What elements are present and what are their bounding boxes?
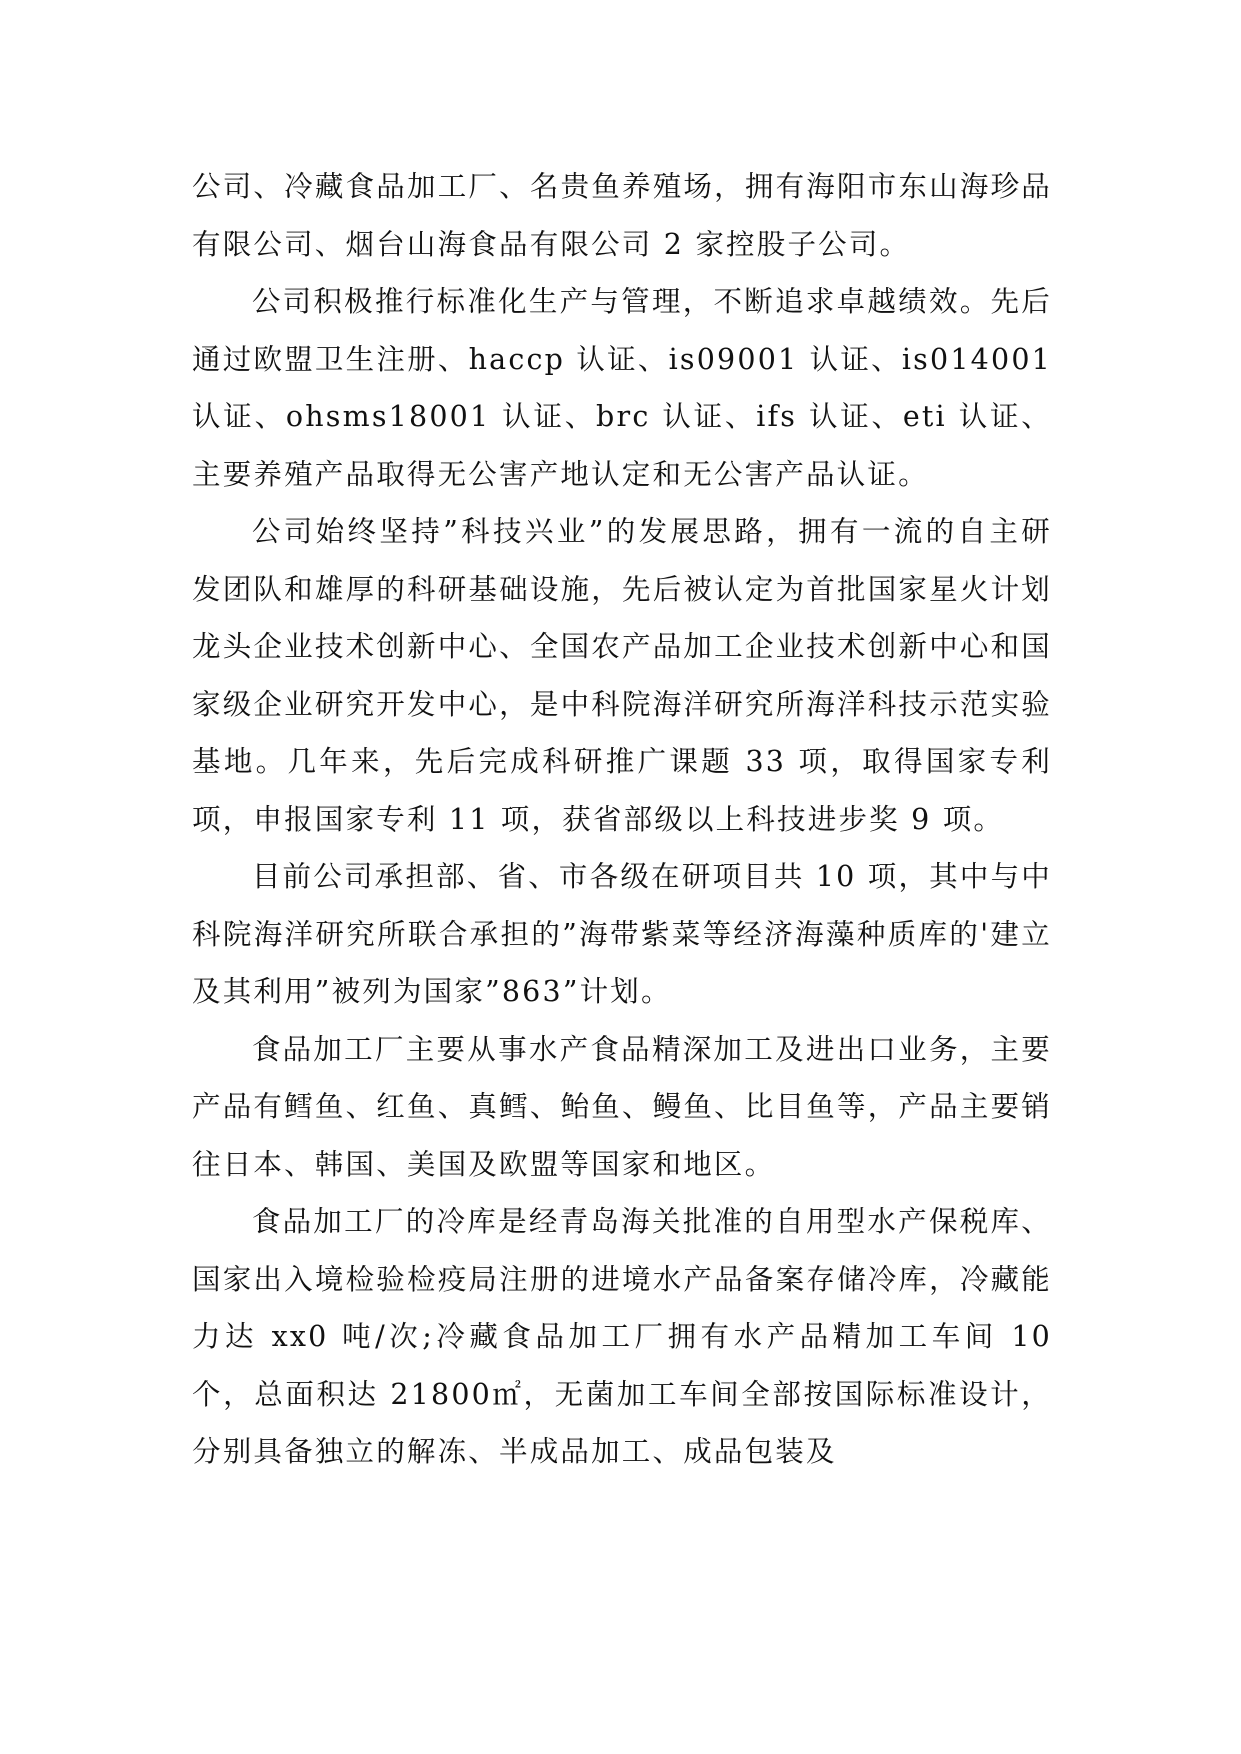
paragraph-company-subsidiaries: 公司、冷藏食品加工厂、名贵鱼养殖场，拥有海阳市东山海珍品有限公司、烟台山海食品有限公司 2 家控股子公司。 [192, 170, 1052, 261]
paragraph-food-processing: 食品加工厂主要从事水产食品精深加工及进出口业务，主要产品有鳕鱼、红鱼、真鳕、鲐鱼、鳗鱼、比目鱼等，产品主要销往日本、韩国、美国及欧盟等国家和地区。 [192, 1032, 1052, 1181]
paragraph-research-development: 公司始终坚持”科技兴业”的发展思路，拥有一流的自主研发团队和雄厚的科研基础设施，先后被认定为首批国家星火计划龙头企业技术创新中心、全国农产品加工企业技术创新中心和国家级企业研究开发中心，是中科院海洋研究所海洋科技示范实验基地。几年来，先后完成科研推广课题 33 项，取得国家专利项，申报国家专利 11 项，获省部级以上科技进步奖 9 项。 [192, 515, 1052, 836]
paragraph-research-projects: 目前公司承担部、省、市各级在研项目共 10 项，其中与中科院海洋研究所联合承担的”海带紫菜等经济海藻种质库的'建立及其利用”被列为国家”863”计划。 [192, 860, 1052, 1008]
paragraph-certifications: 公司积极推行标准化生产与管理，不断追求卓越绩效。先后通过欧盟卫生注册、haccp 认证、is09001 认证、is014001 认证、ohsms18001 认证、brc 认证、ifs 认证、eti 认证、主要养殖产品取得无公害产地认定和无公害产品认证。 [192, 285, 1052, 491]
document-body [192, 158, 1052, 1481]
paragraph-cold-storage: 食品加工厂的冷库是经青岛海关批准的自用型水产保税库、国家出入境检验检疫局注册的进境水产品备案存储冷库，冷藏能力达 xx0 吨/次;冷藏食品加工厂拥有水产品精加工车间 10 个，总面积达 21800㎡，无菌加工车间全部按国际标准设计，分别具备独立的解冻、半成品加工、成品包装及 [192, 1205, 1052, 1468]
